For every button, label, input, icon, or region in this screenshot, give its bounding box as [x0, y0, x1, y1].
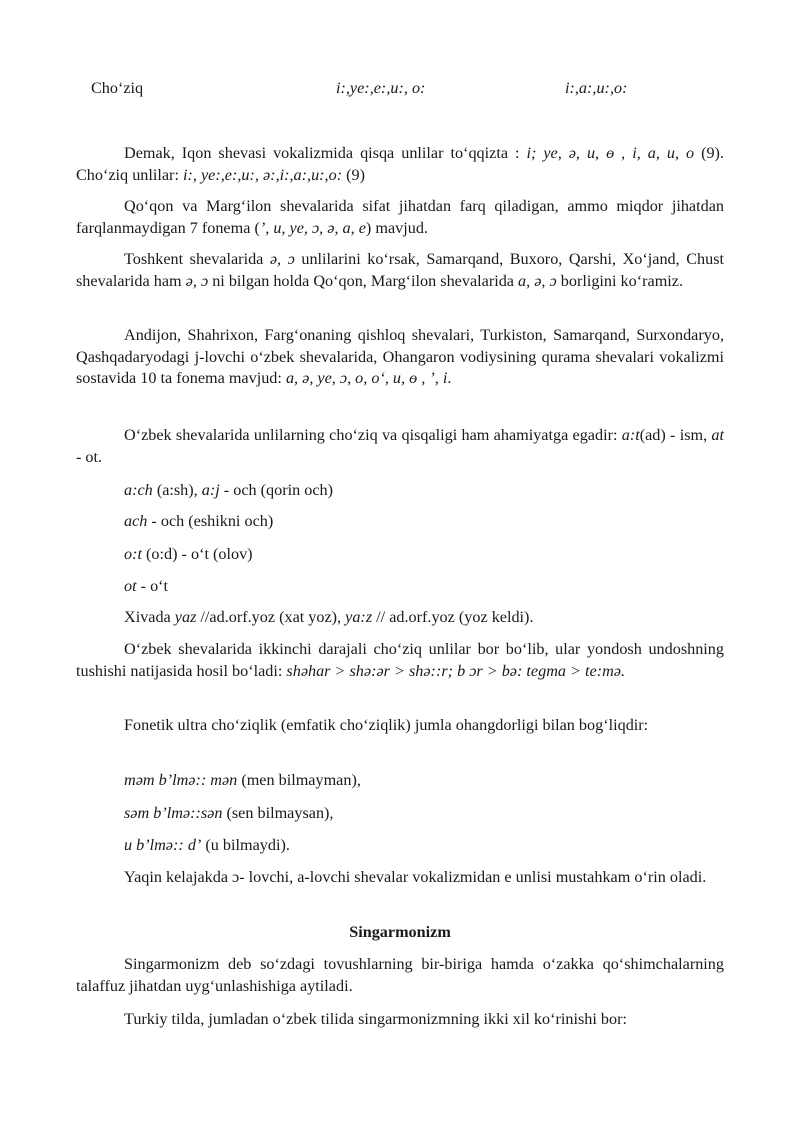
example-line-xiva: Xivada yaz //ad.orf.yoz (xat yoz), ya:z // ad.orf.yoz (yoz keldi).	[124, 608, 534, 626]
paragraph-two-types: Turkiy tilda, jumladan o‘zbek tilida singarmonizmning ikki xil ko‘rinishi bor:	[124, 1010, 627, 1028]
paragraph-toshkent: Toshkent shevalarida ə, ɔ unlilarini ko‘rsak, Samarqand, Buxoro, Qarshi, Xo‘jand, Chust shevalarida ham ə, ɔ ni bilgan holda Qo‘qon, Marg‘ilon shevalarida a, ə, ɔ borligini ko‘ramiz.	[76, 250, 724, 290]
example-line: o:t (o:d) - o‘t (olov)	[124, 545, 253, 563]
paragraph-vowel-length: O‘zbek shevalarida unlilarning cho‘ziq va qisqaligi ham ahamiyatga egadir: a:t(ad) - ism, at - ot.	[76, 426, 725, 466]
table-cell-long-vowels: i:,a:,u:,o:	[565, 79, 628, 97]
example-line: u b’lmə:: d’ (u bilmaydi).	[124, 836, 290, 854]
paragraph-secondary-long-vowels: O‘zbek shevalarida ikkinchi darajali cho‘ziq unlilar bor bo‘lib, ular yondosh undoshning tushishi natijasida hosil bo‘ladi: shəhar > shə:ər > shə::r; b ɔr > bə: tegma > te:mə.	[76, 640, 724, 680]
example-line: ach - och (eshikni och)	[124, 512, 274, 530]
table-cell-label: Cho‘ziq	[91, 79, 144, 97]
example-line: səm b’lmə::sən (sen bilmaysan),	[124, 804, 334, 822]
paragraph-qoqon-margilon: Qo‘qon va Marg‘ilon shevalarida sifat jihatdan farq qiladigan, ammo miqdor jihatdan farqlanmaydigan 7 fonema (’, u, ye, ɔ, ə, a, e) mavjud.	[76, 197, 724, 237]
paragraph-iqon-vowels: Demak, Iqon shevasi vokalizmida qisqa unlilar to‘qqizta : i; ye, ə, u, ɵ , i, a, u, o (9). Cho‘ziq unlilar: i:, ye:,e:,u:, ə:,i:,a:,u:,o: (9)	[76, 144, 724, 184]
table-cell-short-vowels: i:,ye:,e:,u:, o:	[336, 79, 426, 97]
example-line: ot - o‘t	[124, 577, 169, 595]
example-line: a:ch (a:sh), a:j - och (qorin och)	[124, 481, 334, 499]
paragraph-singarmonizm-def: Singarmonizm deb so‘zdagi tovushlarning bir-biriga hamda o‘zakka qo‘shimchalarning talaffuz jihatdan uyg‘unlashishiga aytiladi.	[76, 955, 724, 995]
paragraph-andijon: Andijon, Shahrixon, Farg‘onaning qishloq shevalari, Turkiston, Samarqand, Surxondaryo, Qashqadaryodagi j-lovchi o‘zbek shevalarida, Ohangaron vodiysining qurama shevalari vokalizmi sostavida 10 ta fonema mavjud: a, ə, ye, ɔ, o, o‘, u, ɵ , ’, i.	[76, 326, 724, 387]
paragraph-future: Yaqin kelajakda ɔ- lovchi, a-lovchi shevalar vokalizmidan e unlisi mustahkam o‘rin oladi.	[124, 868, 707, 886]
example-line: məm b’lmə:: mən (men bilmayman),	[124, 771, 361, 789]
paragraph-emphatic: Fonetik ultra cho‘ziqlik (emfatik cho‘ziqlik) jumla ohangdorligi bilan bog‘liqdir:	[124, 716, 649, 734]
section-heading: Singarmonizm	[349, 923, 451, 941]
